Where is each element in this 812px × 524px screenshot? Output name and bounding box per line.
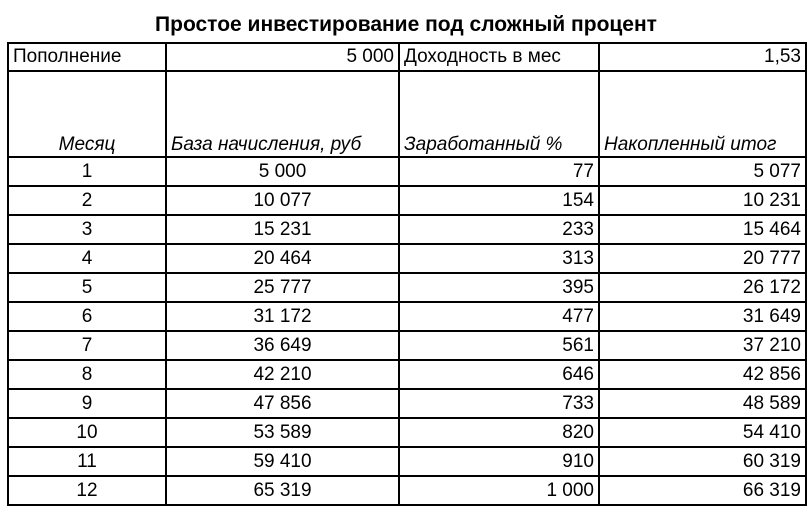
total-cell[interactable]: 60 319 bbox=[599, 447, 806, 476]
table-row bbox=[8, 273, 806, 302]
earned-cell[interactable]: 910 bbox=[399, 447, 599, 476]
yield-value-cell[interactable]: 1,53 bbox=[599, 43, 806, 71]
table-row bbox=[8, 360, 806, 389]
month-cell[interactable]: 5 bbox=[8, 273, 166, 302]
base-cell[interactable]: 31 172 bbox=[166, 302, 399, 331]
earned-cell[interactable]: 646 bbox=[399, 360, 599, 389]
month-cell[interactable]: 8 bbox=[8, 360, 166, 389]
earned-cell[interactable]: 1 000 bbox=[399, 476, 599, 505]
base-cell[interactable]: 42 210 bbox=[166, 360, 399, 389]
total-cell[interactable]: 26 172 bbox=[599, 273, 806, 302]
month-cell[interactable]: 4 bbox=[8, 244, 166, 273]
total-cell[interactable]: 5 077 bbox=[599, 157, 806, 186]
earned-cell[interactable]: 733 bbox=[399, 389, 599, 418]
earned-cell[interactable]: 561 bbox=[399, 331, 599, 360]
investment-table bbox=[7, 42, 807, 506]
base-cell[interactable]: 10 077 bbox=[166, 186, 399, 215]
base-cell[interactable]: 65 319 bbox=[166, 476, 399, 505]
base-cell[interactable]: 36 649 bbox=[166, 331, 399, 360]
month-cell[interactable]: 3 bbox=[8, 215, 166, 244]
month-cell[interactable]: 9 bbox=[8, 389, 166, 418]
month-cell[interactable]: 11 bbox=[8, 447, 166, 476]
table-row bbox=[8, 447, 806, 476]
table-row bbox=[8, 476, 806, 505]
total-cell[interactable]: 10 231 bbox=[599, 186, 806, 215]
table-row bbox=[8, 186, 806, 215]
month-cell[interactable]: 2 bbox=[8, 186, 166, 215]
header-month[interactable]: Месяц bbox=[8, 71, 166, 157]
header-earned[interactable]: Заработанный % bbox=[399, 71, 599, 157]
earned-cell[interactable]: 313 bbox=[399, 244, 599, 273]
month-cell[interactable]: 1 bbox=[8, 157, 166, 186]
month-cell[interactable]: 10 bbox=[8, 418, 166, 447]
deposit-label-cell[interactable]: Пополнение bbox=[8, 43, 166, 71]
sheet-title: Простое инвестирование под сложный процент bbox=[155, 13, 657, 36]
params-row bbox=[8, 43, 806, 71]
base-cell[interactable]: 25 777 bbox=[166, 273, 399, 302]
table-row bbox=[8, 418, 806, 447]
earned-cell[interactable]: 154 bbox=[399, 186, 599, 215]
earned-cell[interactable]: 477 bbox=[399, 302, 599, 331]
base-cell[interactable]: 47 856 bbox=[166, 389, 399, 418]
total-cell[interactable]: 15 464 bbox=[599, 215, 806, 244]
total-cell[interactable]: 54 410 bbox=[599, 418, 806, 447]
base-cell[interactable]: 53 589 bbox=[166, 418, 399, 447]
base-cell[interactable]: 15 231 bbox=[166, 215, 399, 244]
deposit-value-cell[interactable]: 5 000 bbox=[166, 43, 399, 71]
total-cell[interactable]: 42 856 bbox=[599, 360, 806, 389]
earned-cell[interactable]: 395 bbox=[399, 273, 599, 302]
earned-cell[interactable]: 233 bbox=[399, 215, 599, 244]
total-cell[interactable]: 20 777 bbox=[599, 244, 806, 273]
base-cell[interactable]: 5 000 bbox=[166, 157, 399, 186]
table-row bbox=[8, 331, 806, 360]
month-cell[interactable]: 7 bbox=[8, 331, 166, 360]
earned-cell[interactable]: 77 bbox=[399, 157, 599, 186]
table-row bbox=[8, 157, 806, 186]
table-row bbox=[8, 244, 806, 273]
total-cell[interactable]: 48 589 bbox=[599, 389, 806, 418]
month-cell[interactable]: 6 bbox=[8, 302, 166, 331]
base-cell[interactable]: 20 464 bbox=[166, 244, 399, 273]
yield-label-cell[interactable]: Доходность в мес bbox=[399, 43, 599, 71]
base-cell[interactable]: 59 410 bbox=[166, 447, 399, 476]
header-row bbox=[8, 71, 806, 157]
table-row bbox=[8, 302, 806, 331]
total-cell[interactable]: 37 210 bbox=[599, 331, 806, 360]
header-base[interactable]: База начисления, руб bbox=[166, 71, 399, 157]
table-row bbox=[8, 215, 806, 244]
header-total[interactable]: Накопленный итог bbox=[599, 71, 806, 157]
total-cell[interactable]: 31 649 bbox=[599, 302, 806, 331]
month-cell[interactable]: 12 bbox=[8, 476, 166, 505]
total-cell[interactable]: 66 319 bbox=[599, 476, 806, 505]
earned-cell[interactable]: 820 bbox=[399, 418, 599, 447]
table-row bbox=[8, 389, 806, 418]
